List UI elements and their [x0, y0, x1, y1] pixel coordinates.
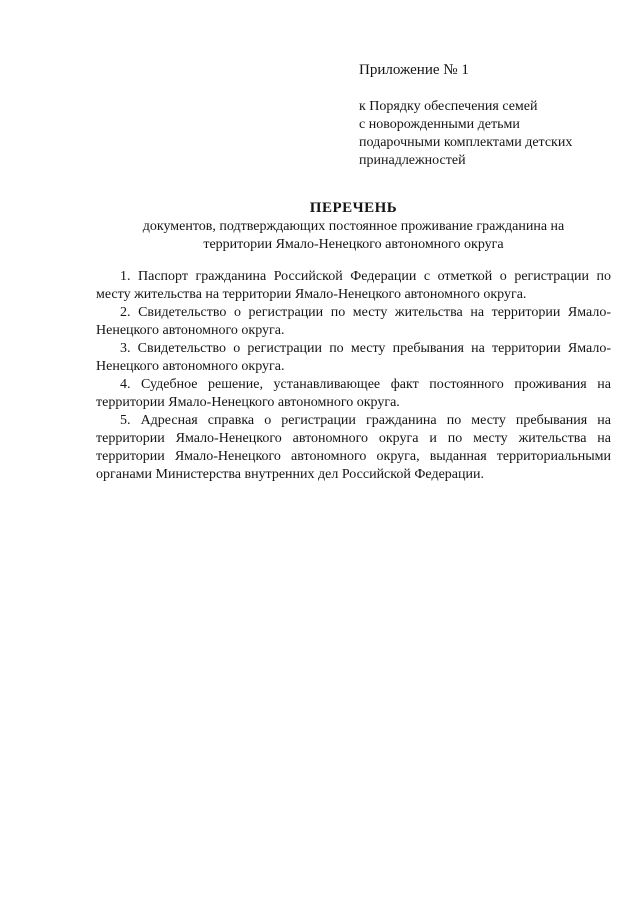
- appendix-block: [359, 61, 609, 170]
- appendix-reference: [359, 98, 609, 170]
- appendix-title: Приложение № 1: [359, 62, 469, 78]
- subtitle-line: территории Ямало-Ненецкого автономного округа: [203, 237, 504, 252]
- appendix-ref-line: с новорожденными детьми: [359, 117, 520, 132]
- appendix-ref-line: принадлежностей: [359, 153, 466, 168]
- subtitle-line: документов, подтверждающих постоянное проживание гражданина на: [142, 219, 565, 234]
- list-item: 1. Паспорт гражданина Российской Федерации с отметкой о регистрации по месту жительства на территории Ямало-Ненецкого автономного округа.: [96, 269, 611, 302]
- list-item: 4. Судебное решение, устанавливающее факт постоянного проживания на территории Ямало-Ненецкого автономного округа.: [96, 377, 611, 410]
- document-title: ПЕРЕЧЕНЬ: [309, 200, 398, 216]
- list-item: 3. Свидетельство о регистрации по месту пребывания на территории Ямало-Ненецкого автономного округа.: [96, 341, 611, 374]
- appendix-ref-line: подарочными комплектами детских: [359, 135, 573, 150]
- appendix-ref-line: к Порядку обеспечения семей: [359, 99, 538, 114]
- list-item: 5. Адресная справка о регистрации гражданина по месту пребывания на территории Ямало-Ненецкого автономного округа и по месту жительства на территории Ямало-Ненецкого автономного округа, выданная территориальными органами Министерства внутренних дел Российской Федерации.: [96, 413, 611, 482]
- list-item: 2. Свидетельство о регистрации по месту жительства на территории Ямало-Ненецкого автономного округа.: [96, 305, 611, 338]
- document-list: [96, 268, 611, 484]
- document-subtitle: [96, 218, 611, 254]
